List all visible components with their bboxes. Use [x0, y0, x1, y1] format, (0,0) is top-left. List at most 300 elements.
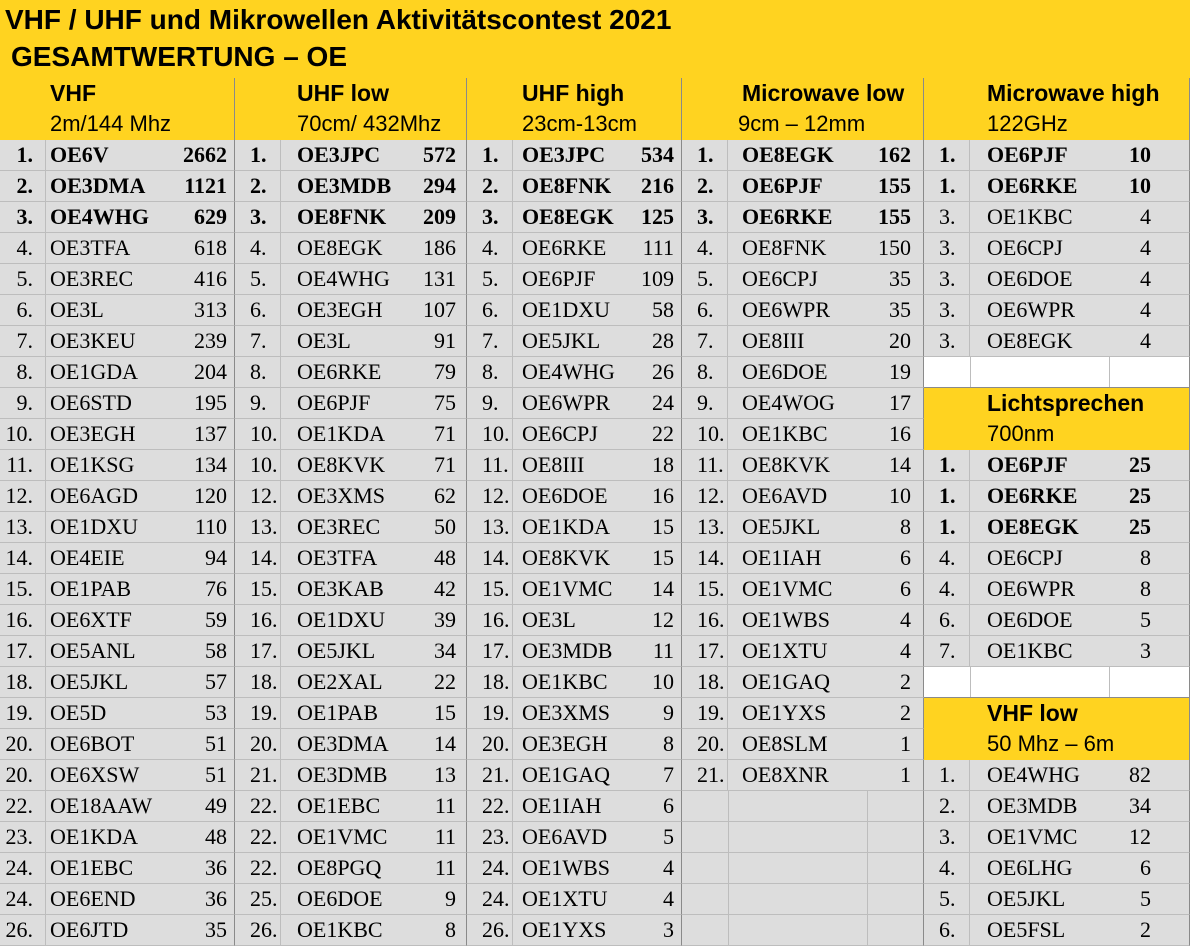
- rank: 6.: [235, 295, 281, 325]
- table-row: [924, 264, 1190, 295]
- table-row: [467, 915, 682, 946]
- rank: 19.: [0, 698, 46, 728]
- points: 14: [889, 452, 911, 477]
- table-row: [235, 574, 467, 605]
- points: 313: [194, 297, 227, 322]
- rank: 25.: [235, 884, 281, 914]
- category-band: 700nm: [987, 421, 1055, 446]
- points: 8: [663, 731, 674, 756]
- category-name: VHF low: [987, 700, 1078, 726]
- table-row: [235, 605, 467, 636]
- points: 2: [900, 700, 911, 725]
- callsign: OE5JKL: [50, 669, 129, 694]
- rank: 12.: [235, 481, 281, 511]
- table-row: [235, 264, 467, 295]
- rank: 5.: [467, 264, 513, 294]
- callsign: OE3MDB: [522, 638, 613, 663]
- callsign: OE3EGH: [522, 731, 608, 756]
- callsign: OE1IAH: [742, 545, 822, 570]
- rank: 17.: [235, 636, 281, 666]
- points: 13: [434, 762, 456, 787]
- points: 125: [641, 204, 674, 229]
- points: 134: [194, 452, 227, 477]
- callsign: OE1DXU: [50, 514, 138, 539]
- points: 11: [652, 638, 674, 663]
- rank: 14.: [235, 543, 281, 573]
- callsign: OE1VMC: [522, 576, 613, 601]
- table-row: [682, 419, 924, 450]
- rank: 7.: [682, 326, 728, 356]
- callsign: OE8KVK: [742, 452, 830, 477]
- rank: 7.: [924, 636, 970, 666]
- rank: 20.: [235, 729, 281, 759]
- points: 35: [889, 266, 911, 291]
- table-row: [467, 543, 682, 574]
- callsign: OE5FSL: [987, 917, 1066, 942]
- rank: 2.: [235, 171, 281, 201]
- rank: 1.: [682, 140, 728, 170]
- table-row: [0, 326, 235, 357]
- callsign: OE1KBC: [987, 204, 1073, 229]
- callsign: OE1KDA: [522, 514, 610, 539]
- rank: 12.: [467, 481, 513, 511]
- rank: 20.: [0, 760, 46, 790]
- table-row: [924, 853, 1190, 884]
- rank: 1.: [924, 140, 970, 170]
- points: 294: [423, 173, 456, 198]
- callsign: OE1VMC: [742, 576, 833, 601]
- rank: 15.: [467, 574, 513, 604]
- table-row: [235, 419, 467, 450]
- points: 2: [900, 669, 911, 694]
- callsign: OE1YXS: [522, 917, 607, 942]
- table-row: [235, 853, 467, 884]
- points: 3: [663, 917, 674, 942]
- callsign: OE6RKE: [987, 483, 1078, 508]
- callsign: OE6RKE: [742, 204, 833, 229]
- rank: 24.: [467, 884, 513, 914]
- rank: 17.: [0, 636, 46, 666]
- table-row: [467, 760, 682, 791]
- callsign: OE8KVK: [297, 452, 385, 477]
- callsign: OE8XNR: [742, 762, 829, 787]
- table-row: [0, 605, 235, 636]
- table-row: [0, 233, 235, 264]
- points: 34: [434, 638, 456, 663]
- table-row: [235, 357, 467, 388]
- table-row: [924, 574, 1190, 605]
- rank: 20.: [682, 729, 728, 759]
- callsign: OE6WPR: [987, 576, 1075, 601]
- callsign: OE1IAH: [522, 793, 602, 818]
- table-row: [682, 233, 924, 264]
- category-band: 122GHz: [987, 111, 1068, 136]
- callsign: OE8FNK: [297, 204, 387, 229]
- points: 10: [1129, 173, 1151, 198]
- points: 76: [205, 576, 227, 601]
- points: 6: [900, 576, 911, 601]
- callsign: OE6DOE: [297, 886, 383, 911]
- table-row: [682, 481, 924, 512]
- callsign: OE6CPJ: [742, 266, 818, 291]
- category-column-vhf: [0, 78, 235, 942]
- points: 195: [194, 390, 227, 415]
- points: 24: [652, 390, 674, 415]
- table-row: [467, 264, 682, 295]
- rank: 4.: [682, 233, 728, 263]
- table-row: [924, 915, 1190, 946]
- callsign: OE6PJF: [987, 142, 1068, 167]
- rank: 11.: [0, 450, 46, 480]
- callsign: OE1WBS: [742, 607, 830, 632]
- rank: 1.: [467, 140, 513, 170]
- points: 216: [641, 173, 674, 198]
- table-row: [467, 791, 682, 822]
- rank: 1.: [924, 450, 970, 480]
- rank: 4.: [924, 574, 970, 604]
- points: 2662: [183, 142, 227, 167]
- category-name: UHF high: [522, 80, 625, 106]
- callsign: OE5JKL: [522, 328, 601, 353]
- rank: 2.: [682, 171, 728, 201]
- table-row: [682, 605, 924, 636]
- callsign: OE1DXU: [297, 607, 385, 632]
- table-row: [924, 512, 1190, 543]
- callsign: OE3KEU: [50, 328, 136, 353]
- points: 59: [205, 607, 227, 632]
- rank: 18.: [235, 667, 281, 697]
- rank: 9.: [467, 388, 513, 418]
- points: 15: [652, 514, 674, 539]
- callsign: OE4WHG: [522, 359, 615, 384]
- callsign: OE6CPJ: [987, 545, 1063, 570]
- points: 618: [194, 235, 227, 260]
- table-row: [235, 512, 467, 543]
- rank: 20.: [467, 729, 513, 759]
- table-row: [235, 388, 467, 419]
- rank: 3.: [467, 202, 513, 232]
- callsign: OE6AGD: [50, 483, 138, 508]
- points: 36: [205, 855, 227, 880]
- rank: 3.: [682, 202, 728, 232]
- column-header: [924, 78, 1190, 140]
- rank: 1.: [924, 760, 970, 790]
- table-row: [682, 326, 924, 357]
- table-row: [0, 543, 235, 574]
- rank: 6.: [924, 605, 970, 635]
- points: 1: [900, 731, 911, 756]
- rank: 8.: [235, 357, 281, 387]
- table-row: [924, 481, 1190, 512]
- callsign: OE8III: [742, 328, 805, 353]
- callsign: OE3L: [50, 297, 104, 322]
- points: 5: [1140, 886, 1151, 911]
- callsign: OE1KBC: [742, 421, 828, 446]
- category-band: 50 Mhz – 6m: [987, 731, 1115, 756]
- category-band: 23cm-13cm: [522, 111, 637, 136]
- rank: 9.: [682, 388, 728, 418]
- points: 4: [1140, 235, 1151, 260]
- callsign: OE1PAB: [297, 700, 379, 725]
- empty-row: [682, 822, 924, 853]
- rank: 3.: [924, 326, 970, 356]
- points: 8: [1140, 576, 1151, 601]
- callsign: OE6WPR: [522, 390, 610, 415]
- table-row: [0, 202, 235, 233]
- category-name: Lichtsprechen: [987, 390, 1145, 416]
- points: 162: [878, 142, 911, 167]
- table-row: [235, 326, 467, 357]
- rank: 26.: [0, 915, 46, 945]
- callsign: OE6LHG: [987, 855, 1073, 880]
- callsign: OE6PJF: [297, 390, 371, 415]
- points: 22: [652, 421, 674, 446]
- column-header: [467, 78, 682, 140]
- points: 34: [1129, 793, 1151, 818]
- table-row: [682, 760, 924, 791]
- points: 4: [1140, 266, 1151, 291]
- rank: 24.: [467, 853, 513, 883]
- table-row: [924, 605, 1190, 636]
- page-title: VHF / UHF und Mikrowellen Aktivitätscontest 2021: [5, 4, 672, 35]
- points: 35: [889, 297, 911, 322]
- table-row: [235, 543, 467, 574]
- table-row: [0, 636, 235, 667]
- points: 94: [205, 545, 227, 570]
- points: 9: [445, 886, 456, 911]
- callsign: OE1XTU: [522, 886, 608, 911]
- points: 6: [1140, 855, 1151, 880]
- table-row: [467, 667, 682, 698]
- table-row: [924, 543, 1190, 574]
- rank: 12.: [0, 481, 46, 511]
- table-row: [467, 295, 682, 326]
- rank: 15.: [682, 574, 728, 604]
- points: 8: [445, 917, 456, 942]
- table-row: [0, 419, 235, 450]
- callsign: OE6DOE: [522, 483, 608, 508]
- points: 4: [663, 855, 674, 880]
- table-row: [467, 698, 682, 729]
- callsign: OE6AVD: [742, 483, 828, 508]
- points: 186: [423, 235, 456, 260]
- table-row: [467, 450, 682, 481]
- callsign: OE8SLM: [742, 731, 828, 756]
- table-row: [235, 915, 467, 946]
- callsign: OE8EGK: [987, 328, 1073, 353]
- table-row: [235, 636, 467, 667]
- table-row: [235, 450, 467, 481]
- callsign: OE6CPJ: [987, 235, 1063, 260]
- table-row: [682, 388, 924, 419]
- points: 572: [423, 142, 456, 167]
- table-row: [924, 791, 1190, 822]
- callsign: OE6XSW: [50, 762, 140, 787]
- callsign: OE3L: [297, 328, 351, 353]
- table-row: [235, 791, 467, 822]
- callsign: OE18AAW: [50, 793, 153, 818]
- table-row: [467, 202, 682, 233]
- callsign: OE6DOE: [742, 359, 828, 384]
- callsign: OE6RKE: [987, 173, 1078, 198]
- callsign: OE1EBC: [50, 855, 134, 880]
- points: 534: [641, 142, 674, 167]
- callsign: OE3TFA: [297, 545, 378, 570]
- rank: 6.: [467, 295, 513, 325]
- rank: 16.: [682, 605, 728, 635]
- rank: 17.: [467, 636, 513, 666]
- table-row: [467, 388, 682, 419]
- points: 131: [423, 266, 456, 291]
- points: 8: [900, 514, 911, 539]
- rank: 11.: [682, 450, 728, 480]
- rank: 4.: [924, 543, 970, 573]
- points: 35: [205, 917, 227, 942]
- callsign: OE6AVD: [522, 824, 608, 849]
- page-subtitle: GESAMTWERTUNG – OE: [11, 41, 348, 72]
- callsign: OE1VMC: [297, 824, 388, 849]
- points: 75: [434, 390, 456, 415]
- rank: 18.: [682, 667, 728, 697]
- points: 15: [434, 700, 456, 725]
- category-column-uhf-high: [467, 78, 682, 942]
- table-row: [467, 822, 682, 853]
- points: 20: [889, 328, 911, 353]
- table-row: [0, 388, 235, 419]
- points: 48: [434, 545, 456, 570]
- table-row: [682, 171, 924, 202]
- callsign: OE4WHG: [50, 204, 150, 229]
- points: 14: [652, 576, 674, 601]
- rank: 8.: [682, 357, 728, 387]
- points: 9: [663, 700, 674, 725]
- empty-row: [924, 357, 1190, 388]
- rank: 8.: [467, 357, 513, 387]
- points: 53: [205, 700, 227, 725]
- points: 11: [434, 793, 456, 818]
- table-row: [467, 605, 682, 636]
- table-row: [0, 760, 235, 791]
- callsign: OE6WPR: [742, 297, 830, 322]
- empty-row: [682, 853, 924, 884]
- rank: 2.: [0, 171, 46, 201]
- category-column-microwave-low: [682, 78, 924, 938]
- table-row: [235, 202, 467, 233]
- points: 15: [652, 545, 674, 570]
- rank: 1.: [924, 481, 970, 511]
- table-row: [467, 140, 682, 171]
- rank: 1.: [0, 140, 46, 170]
- rank: 1.: [924, 171, 970, 201]
- points: 111: [642, 235, 674, 260]
- table-row: [0, 140, 235, 171]
- rank: 11.: [467, 450, 513, 480]
- callsign: OE1DXU: [522, 297, 610, 322]
- table-row: [235, 729, 467, 760]
- rank: 1.: [924, 512, 970, 542]
- points: 107: [423, 297, 456, 322]
- points: 10: [889, 483, 911, 508]
- empty-row: [682, 915, 924, 946]
- table-row: [924, 760, 1190, 791]
- points: 16: [889, 421, 911, 446]
- points: 28: [652, 328, 674, 353]
- column-header: [924, 388, 1190, 450]
- callsign: OE6PJF: [742, 173, 823, 198]
- callsign: OE1YXS: [742, 700, 827, 725]
- rank: 15.: [0, 574, 46, 604]
- table-row: [0, 853, 235, 884]
- table-row: [0, 884, 235, 915]
- rank: 23.: [0, 822, 46, 852]
- points: 48: [205, 824, 227, 849]
- callsign: OE3EGH: [297, 297, 383, 322]
- callsign: OE8EGK: [522, 204, 614, 229]
- table-row: [0, 822, 235, 853]
- table-row: [235, 295, 467, 326]
- empty-row: [924, 667, 1190, 698]
- callsign: OE1GDA: [50, 359, 138, 384]
- points: 51: [205, 731, 227, 756]
- table-row: [924, 171, 1190, 202]
- table-row: [924, 202, 1190, 233]
- category-band: 2m/144 Mhz: [50, 111, 172, 136]
- rank: 17.: [682, 636, 728, 666]
- points: 57: [205, 669, 227, 694]
- category-band: 9cm – 12mm: [738, 111, 866, 136]
- points: 17: [889, 390, 911, 415]
- points: 3: [1140, 638, 1151, 663]
- points: 49: [205, 793, 227, 818]
- rank: 19.: [682, 698, 728, 728]
- rank: 3.: [235, 202, 281, 232]
- callsign: OE1GAQ: [742, 669, 830, 694]
- table-row: [467, 357, 682, 388]
- rank: 22.: [235, 791, 281, 821]
- rank: 9.: [0, 388, 46, 418]
- points: 6: [663, 793, 674, 818]
- table-row: [924, 822, 1190, 853]
- rank: 9.: [235, 388, 281, 418]
- column-header: [235, 78, 467, 140]
- category-name: UHF low: [297, 80, 389, 106]
- table-row: [467, 574, 682, 605]
- table-row: [235, 822, 467, 853]
- table-row: [235, 140, 467, 171]
- rank: 1.: [235, 140, 281, 170]
- points: 7: [663, 762, 674, 787]
- callsign: OE6STD: [50, 390, 132, 415]
- points: 5: [1140, 607, 1151, 632]
- rank: 23.: [467, 822, 513, 852]
- table-row: [682, 636, 924, 667]
- table-row: [682, 698, 924, 729]
- table-row: [0, 512, 235, 543]
- callsign: OE1KSG: [50, 452, 135, 477]
- points: 18: [652, 452, 674, 477]
- callsign: OE3MDB: [987, 793, 1078, 818]
- callsign: OE4WHG: [297, 266, 390, 291]
- empty-row: [682, 791, 924, 822]
- rank: 2.: [924, 791, 970, 821]
- rank: 7.: [467, 326, 513, 356]
- table-row: [467, 326, 682, 357]
- callsign: OE1KBC: [522, 669, 608, 694]
- category-column-uhf-low: [235, 78, 467, 942]
- rank: 16.: [235, 605, 281, 635]
- rank: 26.: [235, 915, 281, 945]
- rank: 5.: [235, 264, 281, 294]
